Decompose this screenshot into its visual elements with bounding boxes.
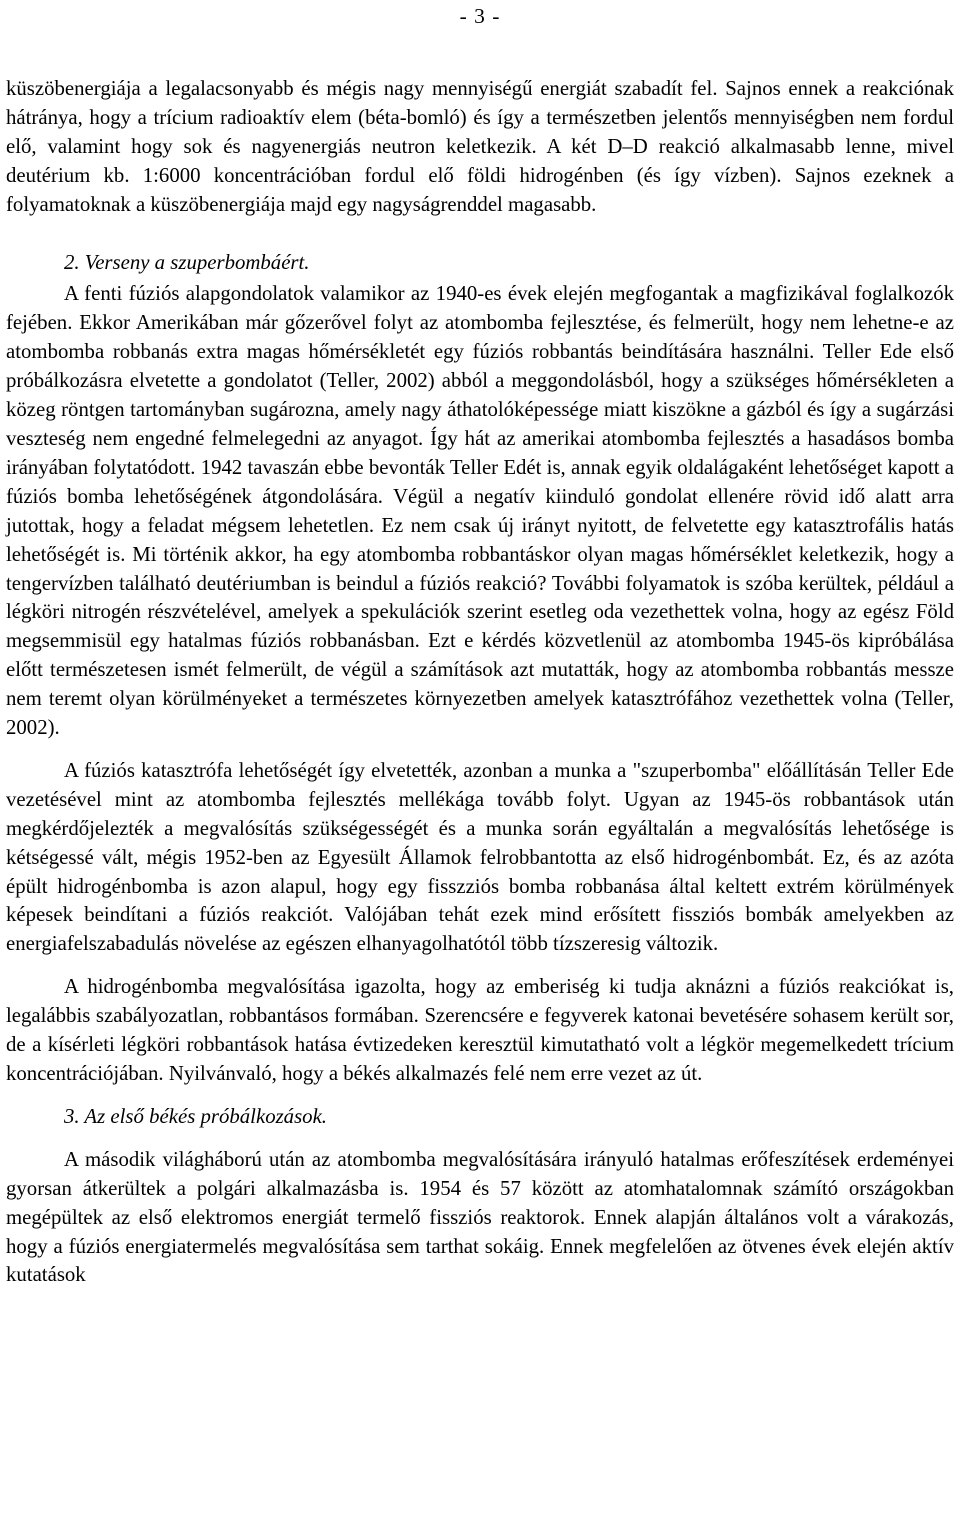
spacer <box>6 1089 954 1103</box>
paragraph-hydrogen-bomb-proof: A hidrogénbomba megvalósítása igazolta, hogy az emberiség ki tudja aknázni a fúziós reakciókat is, legalábbis szabályozatlan, robbantásos formában. Szerencsére e fegyverek katonai bevetésére sohasem került sor, de a kísérleti légköri robbantások hatása évtizedeken keresztül kimutatható volt a légkör megemelkedett trícium koncentrációjában. Nyilvánvaló, hogy a békés alkalmazés felé nem erre vezet az út. <box>6 975 954 1085</box>
paragraph-fusion-threshold: küszöbenergiája a legalacsonyabb és mégis nagy mennyiségű energiát szabadít fel. Sajnos ennek a reakciónak hátránya, hogy a trícium radioaktív elem (béta-bomló) és így a természetben jelentős mennyiségben nem fordul elő, valamint hogy sok és nagyenergiás neutron keletkezik. A két D–D reakció alkalmasabb lenne, mivel deutérium kb. 1:6000 koncentrációban fordul elő földi hidrogénben (és így vízben). Sajnos ezeknek a folyamatoknak a küszöbenergiája majd egy nagyságrenddel magasabb. <box>6 77 954 216</box>
paragraph-catastrophe-rejected: A fúziós katasztrófa lehetőségét így elvetették, azonban a munka a "szuperbomba" előállításán Teller Ede vezetésével mint az atombomba fejlesztés mellékága tovább folyt. Ugyan az 1945-ös robbantások után megkérdőjelezték a megvalósítás szükségességét és a munka során egyáltalán a megvalósítás lehetősége is kétségessé vált, mégis 1952-ben az Egyesült Államok felrobbantotta az első hidrogénbombát. Ez, és az azóta épült hidrogénbomba is azon alapul, hogy egy fisszziós bomba robbanása által keltett extrém körülmények képesek beindítani a fúziós reakciót. Valójában tehát ezek mind erősített fissziós bombák amelyekben az energiafelszabadulás növelése az egészen elhanyagolhatótól több tízszeresig változik. <box>6 758 954 956</box>
spacer <box>6 743 954 757</box>
paragraph-post-war-reactors: A második világháború után az atombomba megvalósítására irányuló hatalmas erőfeszítések erdeményei gyorsan átkerültek a polgári alkalmazásba is. 1954 és 57 között az atomhatalomnak számító országokban megépültek az első elektromos energiát termelő fissziós reaktorok. Ennek alapján általános volt a várakozás, hogy a fúziós energiatermelés megvalósítása sem tarthat sokáig. Ennek megfelelően az ötvenes évek elején aktív kutatások <box>6 1147 954 1287</box>
spacer <box>6 220 954 249</box>
document-body <box>6 75 954 1290</box>
page-number: - 3 - <box>459 4 501 28</box>
paragraph-fusion-ideas-1940s: A fenti fúziós alapgondolatok valamikor az 1940-es évek elején megfogantak a magfizikával foglalkozók fejében. Ekkor Amerikában már gőzerővel folyt az atombomba fejlesztése, és felmerült, hogy nem lehetne-e az atombomba robbanás extra magas hőmérsékletét egy fúziós robbantás beindítására használni. Teller Ede első próbálkozásra elvetette a gondolatot (Teller, 2002) abból a meggondolásból, hogy a szükséges hőmérsékleten a közeg röntgen tartományban sugározna, amely nagy áthatolóképessége miatt kiszökne a gázból és így a sugárzási veszteség nem engedné felmelegedni az anyagot. Így hát az amerikai atombomba fejlesztés a hasadásos bomba irányában folytatódott. 1942 tavaszán ebbe bevonták Teller Edét is, annak egyik oldalágaként lehetőséget kapott a fúziós bomba lehetőségének átgondolására. Végül a negatív kiinduló gondolat ellenére rövid idő alatt arra jutottak, hogy a feladat mégsem lehetetlen. Ez nem csak új irányt nyitott, de felvetette egy katasztrofális hatás lehetőségét is. Mi történik akkor, ha egy atombomba robbantáskor olyan magas hőmérséklet keletkezik, hogy a tengervízben található deutériumban is beindul a fúziós reakció? További folyamatok is szóba kerültek, például a légköri nitrogén részvételével, amelyek a spekulációk szerint esetleg oda vezethettek volna, hogy az egész Föld megsemmisül egy hatalmas fúziós robbanásban. Ezt e kérdés közvetlenül az atombomba 1945-ös kipróbálása előtt természetesen ismét felmerült, de végül a számítások azt mutatták, hogy az atombomba robbantás messze nem teremt olyan körülményeket a természetes környezetben amelyek katasztrófához vezethettek volna (Teller, 2002). <box>6 282 954 740</box>
spacer <box>6 959 954 973</box>
spacer <box>6 1132 954 1146</box>
section-heading-first-peaceful-attempts: 3. Az első békés próbálkozások. <box>64 1104 328 1128</box>
section-heading-superbomb-race: 2. Verseny a szuperbombáért. <box>64 250 310 274</box>
